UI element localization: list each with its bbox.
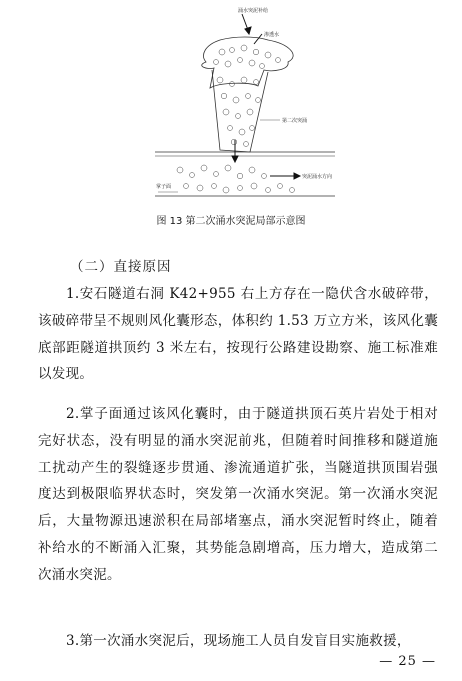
label-seepage: 渗透水 (264, 32, 280, 38)
label-second-channel: 第二次突涌 (282, 118, 308, 124)
label-water-path: 涌水突泥补给 (238, 8, 269, 14)
paragraph-2: 2.掌子面通过该风化囊时，由于隧道拱顶石英片岩处于相对完好状态，没有明显的涌水突泥前兆，但随着时间推移和隧道施工扰动产生的裂缝逐步贯通、渗流通道扩张，当隧道拱顶围岩强度达到极限临界状态时，突发第一次涌水突泥。第一次涌水突泥后，大量物源迅速淤积在局部堵塞点，涌水突泥暂时终止，随着补给水的不断涌入汇聚，其势能急剧增高，压力增大，造成第二次涌水突泥。 (38, 406, 438, 583)
label-flow-direction: 突泥涌水方向 (302, 174, 333, 180)
cavity-outline (202, 37, 293, 88)
mud-pile (177, 165, 295, 193)
figure-caption: 图 13 第二次涌水突泥局部示意图 (156, 216, 306, 227)
mud-burst-diagram (150, 0, 340, 205)
rubble-fill (214, 45, 281, 147)
paragraph-1: 1.安石隧道右洞 K42+955 右上方存在一隐伏含水破碎带，该破碎带呈不规则风化囊形态，体积约 1.53 万立方米，该风化囊底部距隧道拱顶约 3 米左右，按现行公路建设勘察、施工标准难以发现。 (38, 286, 438, 383)
paragraph-3: 3.第一次涌水突泥后，现场施工人员自发盲目实施救援， (66, 633, 411, 649)
page-number: — 25 — (379, 654, 436, 669)
section-heading: （二）直接原因 (70, 259, 172, 275)
schematic-figure (150, 0, 340, 205)
flow-arrows (232, 14, 300, 179)
label-tunnel-face: 掌子面 (156, 184, 172, 190)
